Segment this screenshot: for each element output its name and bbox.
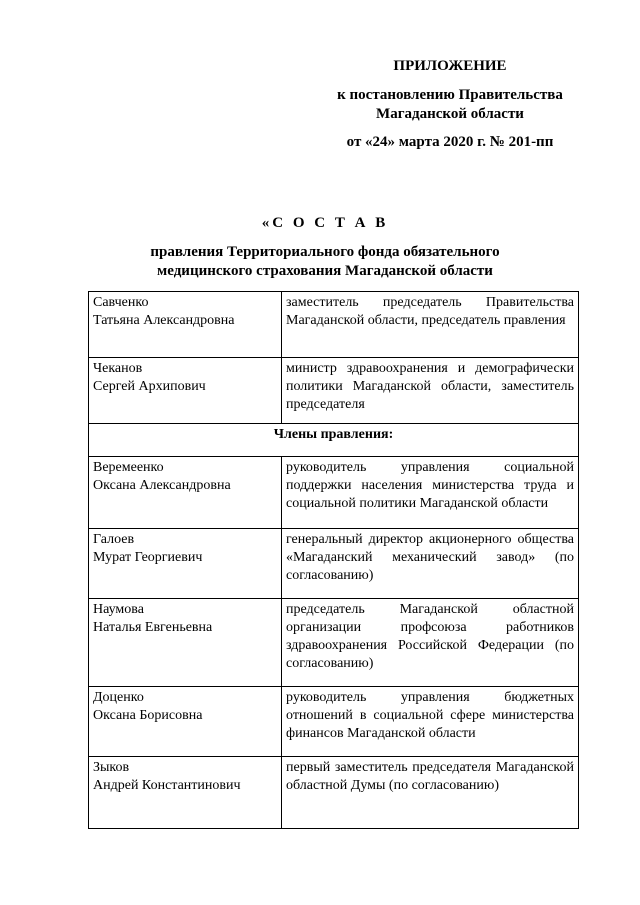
table-row	[89, 757, 579, 829]
table-row	[89, 457, 579, 529]
member-given-names: Оксана Александровна	[93, 478, 231, 493]
member-surname: Чеканов	[93, 361, 143, 376]
member-name-cell	[89, 599, 282, 687]
member-name-cell	[89, 292, 282, 358]
member-surname: Наумова	[93, 602, 144, 617]
member-role-cell: руководитель управления бюджетных отношений в социальной сфере министерства финансов Магаданской области	[282, 687, 579, 757]
member-surname: Галоев	[93, 532, 135, 547]
member-surname: Зыков	[93, 760, 130, 775]
member-name-cell	[89, 687, 282, 757]
table-row	[89, 687, 579, 757]
title-subtitle-line-1: правления Территориального фонда обязательного	[150, 244, 500, 260]
member-surname: Доценко	[93, 690, 144, 705]
members-heading: Члены правления:	[89, 424, 579, 457]
member-given-names: Андрей Константинович	[93, 778, 241, 793]
member-given-names: Мурат Георгиевич	[93, 550, 203, 565]
table-row	[89, 358, 579, 424]
member-given-names: Наталья Евгеньевна	[93, 620, 213, 635]
member-name-cell	[89, 529, 282, 599]
member-given-names: Сергей Архипович	[93, 379, 206, 394]
members-heading-row	[89, 424, 579, 457]
member-surname: Савченко	[93, 295, 149, 310]
table-row	[89, 599, 579, 687]
member-given-names: Татьяна Александровна	[93, 313, 235, 328]
member-surname: Веремеенко	[93, 460, 164, 475]
appendix-label: ПРИЛОЖЕНИЕ	[393, 58, 507, 74]
member-given-names: Оксана Борисовна	[93, 708, 203, 723]
member-role-cell: заместитель председатель Правительства Магаданской области, председатель правления	[282, 292, 579, 358]
appendix-date-number: от «24» марта 2020 г. № 201-пп	[346, 134, 554, 150]
appendix-region-line: Магаданской области	[376, 106, 524, 122]
member-role-cell: председатель Магаданской областной организации профсоюза работников здравоохранения Российской Федерации (по согласованию)	[282, 599, 579, 687]
member-role-cell: генеральный директор акционерного общества «Магаданский механический завод» (по согласованию)	[282, 529, 579, 599]
member-name-cell	[89, 457, 282, 529]
member-name-cell	[89, 757, 282, 829]
table-row	[89, 529, 579, 599]
title-subtitle-line-2: медицинского страхования Магаданской области	[157, 263, 493, 279]
member-name-cell	[89, 358, 282, 424]
member-role-cell: первый заместитель председателя Магаданской областной Думы (по согласованию)	[282, 757, 579, 829]
appendix-resolution-line: к постановлению Правительства	[337, 87, 563, 103]
member-role-cell: министр здравоохранения и демографически политики Магаданской области, заместитель председателя	[282, 358, 579, 424]
board-composition-table	[88, 291, 579, 829]
title-heading: «С О С Т А В	[261, 215, 389, 231]
member-role-cell: руководитель управления социальной поддержки населения министерства труда и социальной политики Магаданской области	[282, 457, 579, 529]
table-row	[89, 292, 579, 358]
